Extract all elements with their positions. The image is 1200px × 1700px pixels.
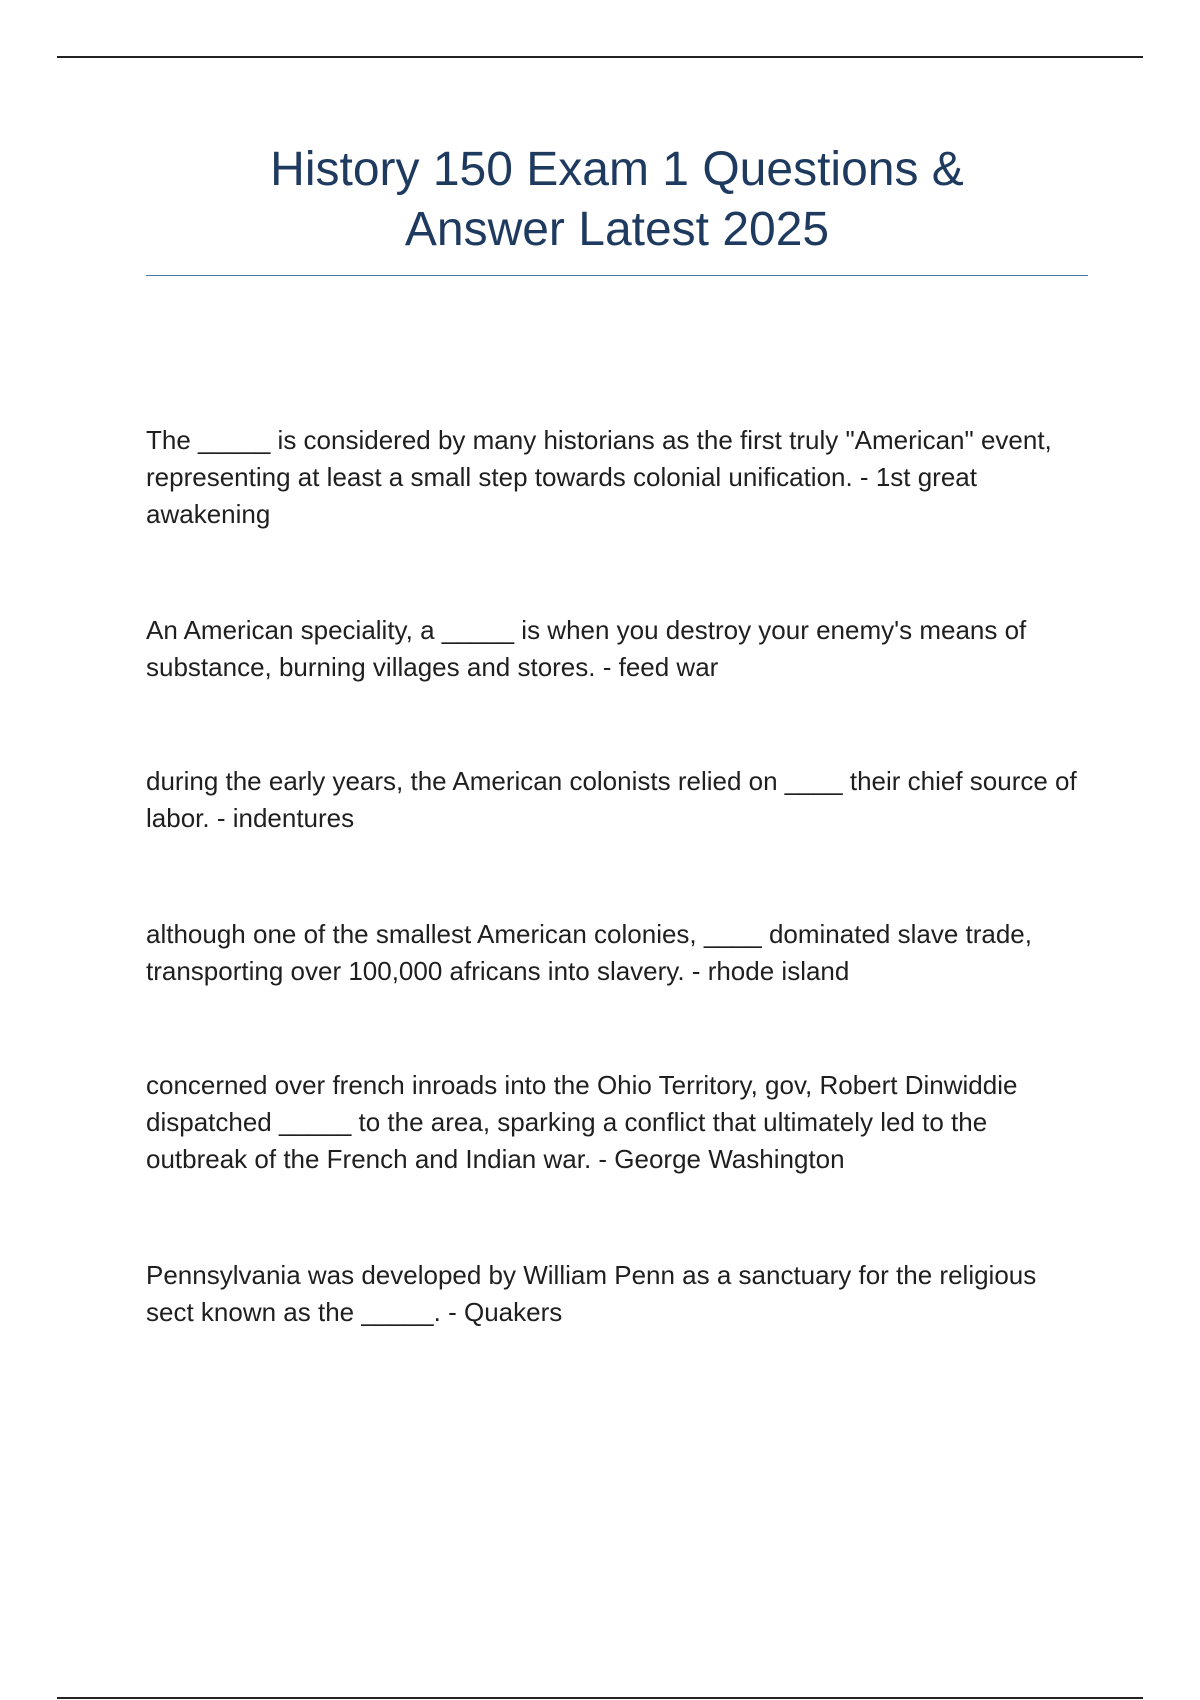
title-block — [146, 140, 1088, 260]
top-rule — [57, 56, 1143, 58]
question-item-5: concerned over french inroads into the Ohio Territory, gov, Robert Dinwiddie dispatched _____ to the area, sparking a conflict that ultimately led to the outbreak of the French and Indian war. - George Washington — [146, 1070, 1018, 1174]
bottom-rule — [57, 1697, 1143, 1699]
question-item-3: during the early years, the American colonists relied on ____ their chief source of labor. - indentures — [146, 766, 1077, 833]
page-title — [146, 140, 1088, 260]
question-item-6: Pennsylvania was developed by William Penn as a sanctuary for the religious sect known as the _____. - Quakers — [146, 1260, 1037, 1327]
page-title-line-1: History 150 Exam 1 Questions & — [270, 143, 964, 196]
page-title-line-2: Answer Latest 2025 — [404, 203, 830, 256]
title-underline — [146, 275, 1088, 276]
question-item-1: The _____ is considered by many historians as the first truly "American" event, representing at least a small step towards colonial unification. - 1st great awakening — [146, 425, 1052, 529]
question-item-2: An American speciality, a _____ is when you destroy your enemy's means of substance, burning villages and stores. - feed war — [146, 615, 1027, 682]
question-item-4: although one of the smallest American colonies, ____ dominated slave trade, transporting over 100,000 africans into slavery. - rhode island — [146, 919, 1032, 986]
